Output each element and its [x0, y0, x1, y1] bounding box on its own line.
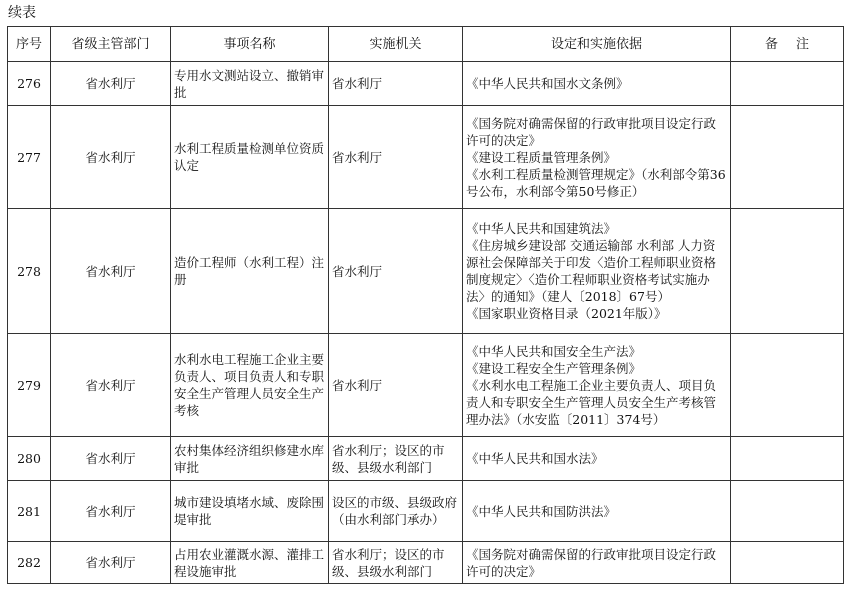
row-legal-basis [463, 481, 731, 542]
row-item-name: 造价工程师（水利工程）注册 [171, 209, 329, 334]
row-number: 279 [8, 334, 51, 437]
legal-basis-line: 《中华人民共和国防洪法》 [466, 503, 617, 519]
row-implementing-agency: 省水利厅 [329, 62, 463, 106]
row-number: 278 [8, 209, 51, 334]
row-remark [731, 542, 844, 584]
row-implementing-agency: 省水利厅；设区的市级、县级水利部门 [329, 437, 463, 481]
table-row [8, 62, 844, 106]
legal-basis-line: 《国务院对确需保留的行政审批项目设定行政许可的决定》 [466, 115, 717, 148]
table-header [8, 27, 844, 62]
legal-basis-line: 《水利工程质量检测管理规定》（水利部令第36号公布，水利部令第50号修正） [466, 166, 726, 199]
header-dept: 省级主管部门 [51, 27, 171, 62]
legal-basis-line: 《中华人民共和国建筑法》 [466, 221, 617, 236]
row-implementing-agency: 省水利厅；设区的市级、县级水利部门 [329, 542, 463, 584]
legal-basis-line: 《中华人民共和国水文条例》 [466, 76, 629, 91]
legal-basis-line: 《国务院对确需保留的行政审批项目设定行政许可的决定》 [466, 546, 717, 579]
table-row [8, 437, 844, 481]
table-row [8, 542, 844, 584]
legal-basis-line: 《住房城乡建设部 交通运输部 水利部 人力资源社会保障部关于印发〈造价工程师职业资格制度规定〉〈造价工程师职业资格考试实施办法〉的通知》（建人〔2018〕67号） [466, 238, 717, 304]
table-body [8, 62, 844, 584]
table-row [8, 209, 844, 334]
header-org: 实施机关 [329, 27, 463, 62]
row-item-name: 城市建设填堵水域、废除围堤审批 [171, 481, 329, 542]
row-number: 276 [8, 62, 51, 106]
row-item-name: 水利水电工程施工企业主要负责人、项目负责人和专职安全生产管理人员安全生产考核 [171, 334, 329, 437]
row-legal-basis [463, 437, 731, 481]
table-row [8, 334, 844, 437]
header-item: 事项名称 [171, 27, 329, 62]
row-legal-basis [463, 106, 731, 209]
row-remark [731, 334, 844, 437]
legal-basis-line: 《中华人民共和国安全生产法》 [466, 343, 642, 359]
row-department: 省水利厅 [51, 62, 171, 106]
row-department: 省水利厅 [51, 437, 171, 481]
header-remark-label: 备注 [764, 36, 827, 52]
row-legal-basis [463, 542, 731, 584]
legal-basis-line: 《建设工程安全生产管理条例》 [466, 360, 642, 376]
row-item-name: 农村集体经济组织修建水库审批 [171, 437, 329, 481]
header-row [8, 27, 844, 62]
row-legal-basis [463, 334, 731, 437]
row-remark [731, 481, 844, 542]
row-implementing-agency: 设区的市级、县级政府（由水利部门承办） [329, 481, 463, 542]
header-basis: 设定和实施依据 [463, 27, 731, 62]
row-remark [731, 209, 844, 334]
row-number: 282 [8, 542, 51, 584]
row-item-name: 水利工程质量检测单位资质认定 [171, 106, 329, 209]
row-implementing-agency: 省水利厅 [329, 106, 463, 209]
row-implementing-agency: 省水利厅 [329, 209, 463, 334]
row-department: 省水利厅 [51, 542, 171, 584]
header-remark [731, 27, 844, 62]
row-department: 省水利厅 [51, 209, 171, 334]
row-item-name: 专用水文测站设立、撤销审批 [171, 62, 329, 106]
continued-label: 续表 [8, 5, 36, 21]
approval-items-table [7, 26, 844, 584]
row-remark [731, 106, 844, 209]
row-item-name: 占用农业灌溉水源、灌排工程设施审批 [171, 542, 329, 584]
row-number: 280 [8, 437, 51, 481]
row-remark [731, 62, 844, 106]
row-department: 省水利厅 [51, 334, 171, 437]
table-row [8, 106, 844, 209]
legal-basis-line: 《水利水电工程施工企业主要负责人、项目负责人和专职安全生产管理人员安全生产考核管理办法》（水安监〔2011〕374号） [466, 377, 717, 427]
header-num: 序号 [8, 27, 51, 62]
row-number: 281 [8, 481, 51, 542]
row-remark [731, 437, 844, 481]
table-row [8, 481, 844, 542]
legal-basis-line: 《中华人民共和国水法》 [466, 451, 604, 466]
legal-basis-line: 《国家职业资格目录（2021年版）》 [466, 306, 667, 321]
row-implementing-agency: 省水利厅 [329, 334, 463, 437]
legal-basis-line: 《建设工程质量管理条例》 [466, 149, 617, 165]
row-department: 省水利厅 [51, 106, 171, 209]
row-legal-basis [463, 62, 731, 106]
row-legal-basis [463, 209, 731, 334]
row-number: 277 [8, 106, 51, 209]
row-department: 省水利厅 [51, 481, 171, 542]
